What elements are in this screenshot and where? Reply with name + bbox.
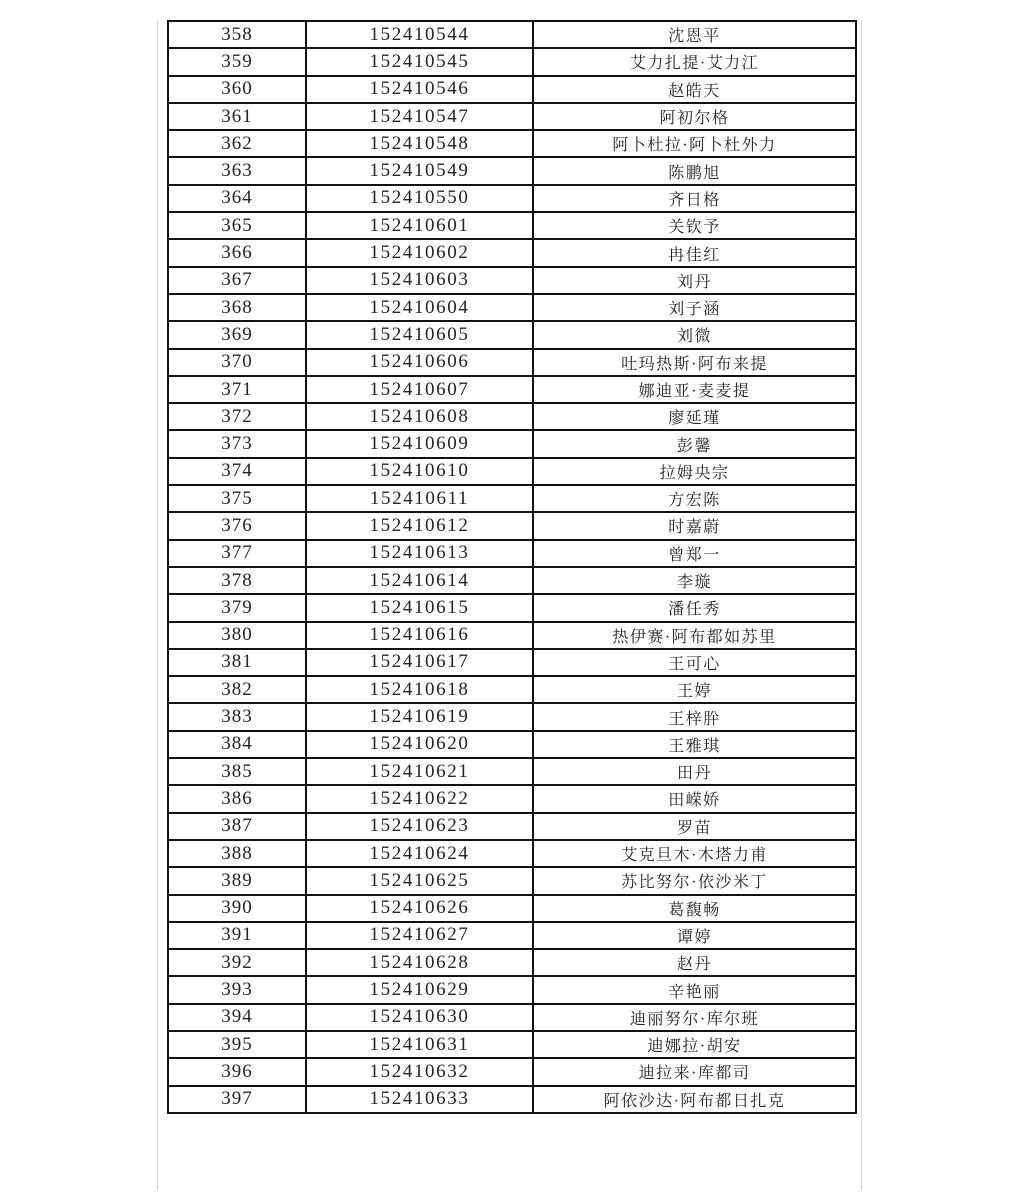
candidate-name-cell: 彭馨 bbox=[533, 430, 856, 457]
candidate-name-cell: 娜迪亚·麦麦提 bbox=[533, 376, 856, 403]
candidate-id-cell: 152410623 bbox=[306, 813, 533, 840]
sequence-number-cell: 392 bbox=[168, 949, 306, 976]
candidate-name-cell: 艾克旦木·木塔力甫 bbox=[533, 840, 856, 867]
scan-artifact-line-left bbox=[157, 20, 158, 1190]
sequence-number-cell: 386 bbox=[168, 785, 306, 812]
table-row bbox=[168, 512, 856, 539]
candidate-name-cell: 王可心 bbox=[533, 649, 856, 676]
candidate-id-cell: 152410632 bbox=[306, 1058, 533, 1085]
sequence-number-cell: 378 bbox=[168, 567, 306, 594]
table-row bbox=[168, 895, 856, 922]
sequence-number-cell: 384 bbox=[168, 731, 306, 758]
table-row bbox=[168, 430, 856, 457]
sequence-number-cell: 360 bbox=[168, 76, 306, 103]
table-row bbox=[168, 976, 856, 1003]
candidate-id-cell: 152410610 bbox=[306, 458, 533, 485]
table-row bbox=[168, 294, 856, 321]
candidate-id-cell: 152410549 bbox=[306, 157, 533, 184]
candidate-name-cell: 沈恩平 bbox=[533, 21, 856, 48]
table-row bbox=[168, 840, 856, 867]
candidate-name-cell: 吐玛热斯·阿布来提 bbox=[533, 349, 856, 376]
sequence-number-cell: 373 bbox=[168, 430, 306, 457]
table-row bbox=[168, 76, 856, 103]
candidate-name-cell: 迪丽努尔·库尔班 bbox=[533, 1004, 856, 1031]
table-row bbox=[168, 103, 856, 130]
table-row bbox=[168, 594, 856, 621]
candidate-id-cell: 152410609 bbox=[306, 430, 533, 457]
candidate-name-cell: 王雅琪 bbox=[533, 731, 856, 758]
candidate-name-cell: 王婷 bbox=[533, 676, 856, 703]
sequence-number-cell: 365 bbox=[168, 212, 306, 239]
candidate-name-cell: 刘丹 bbox=[533, 267, 856, 294]
candidate-id-cell: 152410606 bbox=[306, 349, 533, 376]
candidate-name-cell: 刘子涵 bbox=[533, 294, 856, 321]
table-row bbox=[168, 349, 856, 376]
candidate-id-cell: 152410616 bbox=[306, 622, 533, 649]
candidate-name-cell: 时嘉蔚 bbox=[533, 512, 856, 539]
sequence-number-cell: 377 bbox=[168, 540, 306, 567]
table-row bbox=[168, 157, 856, 184]
candidate-id-cell: 152410548 bbox=[306, 130, 533, 157]
sequence-number-cell: 379 bbox=[168, 594, 306, 621]
sequence-number-cell: 363 bbox=[168, 157, 306, 184]
table-row bbox=[168, 922, 856, 949]
table-row bbox=[168, 649, 856, 676]
table-row bbox=[168, 813, 856, 840]
candidate-id-cell: 152410620 bbox=[306, 731, 533, 758]
candidate-name-cell: 冉佳红 bbox=[533, 239, 856, 266]
candidate-name-cell: 热伊赛·阿布都如苏里 bbox=[533, 622, 856, 649]
candidate-name-cell: 方宏陈 bbox=[533, 485, 856, 512]
table-row bbox=[168, 321, 856, 348]
table-row bbox=[168, 376, 856, 403]
table-row bbox=[168, 540, 856, 567]
candidate-name-cell: 王梓肸 bbox=[533, 703, 856, 730]
sequence-number-cell: 395 bbox=[168, 1031, 306, 1058]
sequence-number-cell: 382 bbox=[168, 676, 306, 703]
sequence-number-cell: 372 bbox=[168, 403, 306, 430]
sequence-number-cell: 371 bbox=[168, 376, 306, 403]
table-row bbox=[168, 1058, 856, 1085]
sequence-number-cell: 385 bbox=[168, 758, 306, 785]
candidate-name-cell: 葛馥畅 bbox=[533, 895, 856, 922]
candidate-id-cell: 152410621 bbox=[306, 758, 533, 785]
sequence-number-cell: 391 bbox=[168, 922, 306, 949]
candidate-id-cell: 152410612 bbox=[306, 512, 533, 539]
table-row bbox=[168, 21, 856, 48]
candidate-id-cell: 152410631 bbox=[306, 1031, 533, 1058]
candidate-id-cell: 152410604 bbox=[306, 294, 533, 321]
candidate-id-cell: 152410550 bbox=[306, 185, 533, 212]
candidate-name-cell: 刘微 bbox=[533, 321, 856, 348]
candidate-id-cell: 152410615 bbox=[306, 594, 533, 621]
candidate-name-cell: 艾力扎提·艾力江 bbox=[533, 48, 856, 75]
table-row bbox=[168, 185, 856, 212]
sequence-number-cell: 383 bbox=[168, 703, 306, 730]
roster-table-body bbox=[168, 21, 856, 1113]
candidate-name-cell: 阿卜杜拉·阿卜杜外力 bbox=[533, 130, 856, 157]
candidate-id-cell: 152410614 bbox=[306, 567, 533, 594]
candidate-name-cell: 拉姆央宗 bbox=[533, 458, 856, 485]
table-row bbox=[168, 239, 856, 266]
candidate-id-cell: 152410622 bbox=[306, 785, 533, 812]
candidate-name-cell: 曾郑一 bbox=[533, 540, 856, 567]
table-row bbox=[168, 785, 856, 812]
candidate-id-cell: 152410546 bbox=[306, 76, 533, 103]
candidate-name-cell: 迪拉来·库都司 bbox=[533, 1058, 856, 1085]
candidate-name-cell: 潘任秀 bbox=[533, 594, 856, 621]
candidate-name-cell: 迪娜拉·胡安 bbox=[533, 1031, 856, 1058]
sequence-number-cell: 359 bbox=[168, 48, 306, 75]
candidate-id-cell: 152410605 bbox=[306, 321, 533, 348]
candidate-id-cell: 152410628 bbox=[306, 949, 533, 976]
candidate-name-cell: 齐日格 bbox=[533, 185, 856, 212]
sequence-number-cell: 387 bbox=[168, 813, 306, 840]
table-row bbox=[168, 1086, 856, 1113]
candidate-id-cell: 152410633 bbox=[306, 1086, 533, 1113]
candidate-name-cell: 赵丹 bbox=[533, 949, 856, 976]
sequence-number-cell: 394 bbox=[168, 1004, 306, 1031]
table-row bbox=[168, 567, 856, 594]
sequence-number-cell: 366 bbox=[168, 239, 306, 266]
sequence-number-cell: 396 bbox=[168, 1058, 306, 1085]
candidate-id-cell: 152410627 bbox=[306, 922, 533, 949]
table-row bbox=[168, 949, 856, 976]
sequence-number-cell: 370 bbox=[168, 349, 306, 376]
sequence-number-cell: 362 bbox=[168, 130, 306, 157]
sequence-number-cell: 389 bbox=[168, 867, 306, 894]
table-row bbox=[168, 1004, 856, 1031]
candidate-name-cell: 田嵘娇 bbox=[533, 785, 856, 812]
candidate-id-cell: 152410613 bbox=[306, 540, 533, 567]
candidate-id-cell: 152410547 bbox=[306, 103, 533, 130]
sequence-number-cell: 367 bbox=[168, 267, 306, 294]
candidate-name-cell: 辛艳丽 bbox=[533, 976, 856, 1003]
candidate-id-cell: 152410607 bbox=[306, 376, 533, 403]
candidate-name-cell: 廖延瑾 bbox=[533, 403, 856, 430]
candidate-name-cell: 关钦予 bbox=[533, 212, 856, 239]
candidate-name-cell: 苏比努尔·依沙米丁 bbox=[533, 867, 856, 894]
table-row bbox=[168, 403, 856, 430]
candidate-id-cell: 152410601 bbox=[306, 212, 533, 239]
sequence-number-cell: 388 bbox=[168, 840, 306, 867]
sequence-number-cell: 368 bbox=[168, 294, 306, 321]
candidate-name-cell: 赵皓天 bbox=[533, 76, 856, 103]
table-row bbox=[168, 130, 856, 157]
candidate-name-cell: 陈鹏旭 bbox=[533, 157, 856, 184]
candidate-id-cell: 152410629 bbox=[306, 976, 533, 1003]
scan-artifact-line-right bbox=[861, 20, 862, 1190]
sequence-number-cell: 393 bbox=[168, 976, 306, 1003]
sequence-number-cell: 381 bbox=[168, 649, 306, 676]
candidate-id-cell: 152410625 bbox=[306, 867, 533, 894]
candidate-id-cell: 152410617 bbox=[306, 649, 533, 676]
candidate-id-cell: 152410619 bbox=[306, 703, 533, 730]
candidate-id-cell: 152410602 bbox=[306, 239, 533, 266]
candidate-name-cell: 阿依沙达·阿布都日扎克 bbox=[533, 1086, 856, 1113]
sequence-number-cell: 397 bbox=[168, 1086, 306, 1113]
candidate-name-cell: 李璇 bbox=[533, 567, 856, 594]
sequence-number-cell: 369 bbox=[168, 321, 306, 348]
sequence-number-cell: 375 bbox=[168, 485, 306, 512]
sequence-number-cell: 361 bbox=[168, 103, 306, 130]
candidate-id-cell: 152410618 bbox=[306, 676, 533, 703]
sequence-number-cell: 376 bbox=[168, 512, 306, 539]
table-row bbox=[168, 458, 856, 485]
table-row bbox=[168, 622, 856, 649]
candidate-name-cell: 田丹 bbox=[533, 758, 856, 785]
sequence-number-cell: 380 bbox=[168, 622, 306, 649]
table-row bbox=[168, 48, 856, 75]
candidate-id-cell: 152410630 bbox=[306, 1004, 533, 1031]
table-row bbox=[168, 758, 856, 785]
table-row bbox=[168, 1031, 856, 1058]
candidate-id-cell: 152410611 bbox=[306, 485, 533, 512]
sequence-number-cell: 374 bbox=[168, 458, 306, 485]
candidate-id-cell: 152410544 bbox=[306, 21, 533, 48]
table-row bbox=[168, 867, 856, 894]
sequence-number-cell: 390 bbox=[168, 895, 306, 922]
candidate-id-cell: 152410624 bbox=[306, 840, 533, 867]
candidate-id-cell: 152410608 bbox=[306, 403, 533, 430]
table-row bbox=[168, 731, 856, 758]
candidate-roster-table bbox=[167, 20, 857, 1114]
candidate-id-cell: 152410603 bbox=[306, 267, 533, 294]
table-row bbox=[168, 703, 856, 730]
table-row bbox=[168, 267, 856, 294]
sequence-number-cell: 364 bbox=[168, 185, 306, 212]
candidate-name-cell: 罗苗 bbox=[533, 813, 856, 840]
table-row bbox=[168, 676, 856, 703]
sequence-number-cell: 358 bbox=[168, 21, 306, 48]
candidate-name-cell: 谭婷 bbox=[533, 922, 856, 949]
candidate-id-cell: 152410545 bbox=[306, 48, 533, 75]
table-row bbox=[168, 212, 856, 239]
table-row bbox=[168, 485, 856, 512]
candidate-id-cell: 152410626 bbox=[306, 895, 533, 922]
candidate-name-cell: 阿初尔格 bbox=[533, 103, 856, 130]
